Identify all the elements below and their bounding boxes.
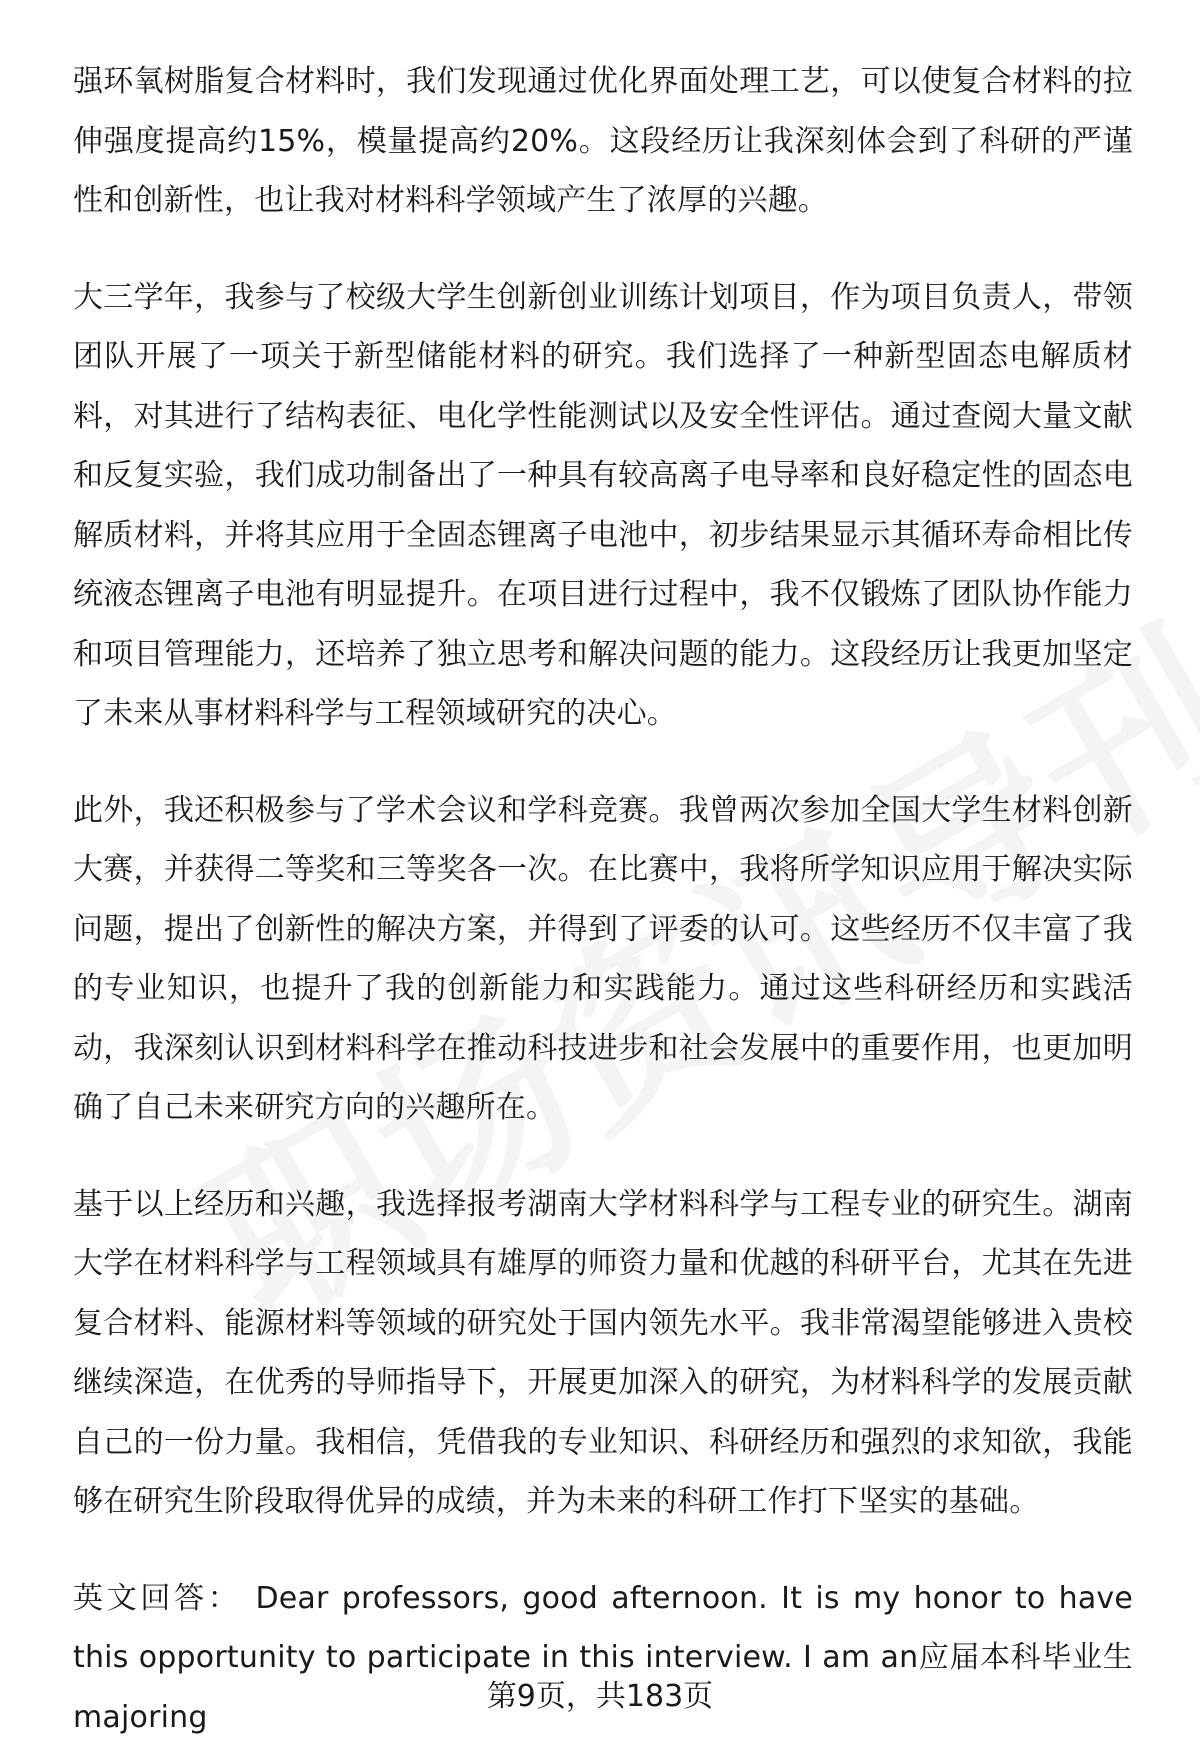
page-number-footer: 第9页，共183页 bbox=[486, 1679, 714, 1714]
paragraph-application-motivation: 基于以上经历和兴趣，我选择报考湖南大学材料科学与工程专业的研究生。湖南大学在材料科学与工程领域具有雄厚的师资力量和优越的科研平台，尤其在先进复合材料、能源材料等领域的研究处于国内领先水平。我非常渴望能够进入贵校继续深造，在优秀的导师指导下，开展更加深入的研究，为材料科学的发展贡献自己的一份力量。我相信，凭借我的专业知识、科研经历和强烈的求知欲，我能够在研究生阶段取得优异的成绩，并为未来的科研工作打下坚实的基础。 bbox=[73, 1186, 1133, 1519]
paragraph-research-composites: 强环氧树脂复合材料时，我们发现通过优化界面处理工艺，可以使复合材料的拉伸强度提高约15%，模量提高约20%。这段经历让我深刻体会到了科研的严谨性和创新性，也让我对材料科学领域产生了浓厚的兴趣。 bbox=[73, 64, 1133, 218]
paragraph-competitions: 此外，我还积极参与了学术会议和学科竞赛。我曾两次参加全国大学生材料创新大赛，并获得二等奖和三等奖各一次。在比赛中，我将所学知识应用于解决实际问题，提出了创新性的解决方案，并得到了评委的认可。这些经历不仅丰富了我的专业知识，也提升了我的创新能力和实践能力。通过这些科研经历和实践活动，我深刻认识到材料科学在推动科技进步和社会发展中的重要作用，也更加明确了自己未来研究方向的兴趣所在。 bbox=[73, 792, 1133, 1125]
english-answer-label: 英文回答： bbox=[73, 1580, 242, 1616]
paragraph-innovation-project: 大三学年，我参与了校级大学生创新创业训练计划项目，作为项目负责人，带领团队开展了一项关于新型储能材料的研究。我们选择了一种新型固态电解质材料，对其进行了结构表征、电化学性能测试以及安全性评估。通过查阅大量文献和反复实验，我们成功制备出了一种具有较高离子电导率和良好稳定性的固态电解质材料，并将其应用于全固态锂离子电池中，初步结果显示其循环寿命相比传统液态锂离子电池有明显提升。在项目进行过程中，我不仅锻炼了团队协作能力和项目管理能力，还培养了独立思考和解决问题的能力。这段经历让我更加坚定了未来从事材料科学与工程领域研究的决心。 bbox=[73, 279, 1133, 731]
paragraph-english-answer bbox=[73, 1569, 1133, 1748]
english-answer-text: Dear professors, good afternoon. It is my honor to have this opportunity to participate in this interview. I am an应届本科毕业生 majoring bbox=[73, 1580, 1134, 1735]
document-body bbox=[73, 52, 1133, 1747]
